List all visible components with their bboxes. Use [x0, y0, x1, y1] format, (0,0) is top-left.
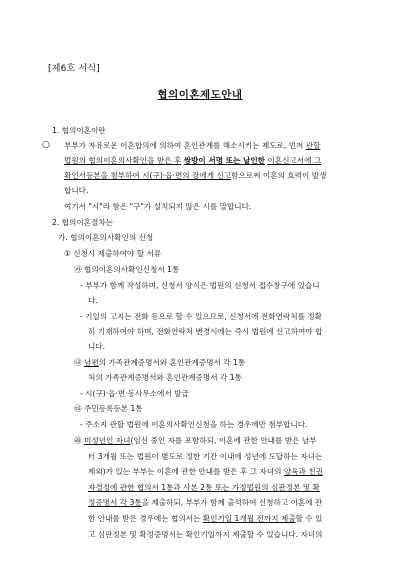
item-1-mark: ①	[64, 249, 71, 258]
item-c-mark: ㉰	[74, 404, 82, 413]
item-a-line-1: - 부부가 함께 작성하며, 신청서 양식은 법원의 신청서 접수창구에 있습니	[80, 281, 320, 290]
subsection-a-heading: 가. 협의이혼의사확인의 신청	[58, 233, 154, 242]
section-1-line-2: 법원의 협의이혼의사확인을 받은 후 쌍방이 서명 또는 날인한 이혼신고서에 그	[64, 156, 322, 165]
section-1-line-3: 확인서등본을 첨부하여 시(구)·읍·면의 장에게 신고함으로써 이혼의 효력이 발생	[64, 171, 327, 180]
page-title: 협의이혼제도안내	[157, 89, 243, 101]
form-number: [제6호 서식]	[48, 64, 100, 74]
item-d-line-5: 정증명서 각 3통을 제출하되, 부부가 함께 출석하여 신청하고 이혼에 관	[88, 498, 323, 507]
item-b-title: ㉯ 남편의 가족관계증명서와 혼인관계증명서 각 1통	[74, 358, 246, 367]
item-b-mark: ㉯	[74, 358, 82, 367]
bullet-circle: ○	[42, 140, 50, 150]
section-1-line-5: 여기서 "시"라 함은 "구"가 설치되지 않은 시를 말합니다.	[64, 202, 252, 211]
item-c-line-1: - 주소지 관할 법원에 이혼의사확인신청을 하는 경우에만 첨부합니다.	[80, 420, 308, 429]
item-d-line-1: ㉱ 미성년인 자녀(임신 중인 자를 포함하되, 이혼에 관한 안내를 받은 날부	[74, 436, 317, 445]
section-1-heading: 1. 협의이혼이란	[52, 126, 106, 135]
item-d-line-6: 한 안내를 받은 경우에는 협의서는 확인기일 1개월 전까지 제출할 수 있	[88, 514, 323, 523]
item-b-line-1: 처의 가족관계증명서와 혼인관계증명서 각 1통	[88, 373, 242, 382]
item-d-line-4: 자결정에 관한 협의서 1통과 사본 2통 또는 가정법원의 심판정본 및 확	[88, 483, 320, 492]
item-a-line-3: - 기일의 고지는 전화 등으로 할 수 있으므로, 신청서에 전화연락처를 정확	[80, 312, 323, 321]
item-b-line-2: - 시(구)·읍·면·동사무소에서 발급	[80, 389, 189, 398]
section-1-line-4: 합니다.	[64, 186, 89, 195]
item-a-line-2: 다.	[88, 296, 98, 305]
section-2-heading: 2. 협의이혼절차는	[52, 218, 114, 227]
item-d-line-3: 제외)가 있는 부부는 이혼에 관한 안내를 받은 후 그 자녀의 양육과 친권	[88, 467, 323, 476]
section-1-line-1: 부부가 자유로운 이혼합의에 의하여 혼인관계를 해소시키는 제도로, 먼저 관할	[64, 141, 321, 150]
item-a-line-5: 니다.	[88, 342, 106, 351]
item-a-mark: ㉮	[74, 265, 82, 274]
item-c-title: ㉰ 주민등록등본 1통	[74, 404, 143, 413]
item-a-line-4: 히 기재하여야 하며, 전화연락처 변경시에는 즉시 법원에 신고하여야 합	[88, 327, 323, 336]
item-d-line-2: 터 3개월 또는 법원이 별도로 정한 기간 이내에 성년에 도달하는 자녀는	[88, 452, 323, 461]
item-d-line-7: 고 심판정본 및 확정증명서는 확인기일까지 제출할 수 있습니다. 자녀의	[88, 530, 323, 539]
item-d-mark: ㉱	[74, 436, 82, 445]
item-a-title: ㉮ 협의이혼의사확인신청서 1통	[74, 265, 180, 274]
item-1: ① 신청시 제출하여야 할 서류	[64, 249, 162, 258]
